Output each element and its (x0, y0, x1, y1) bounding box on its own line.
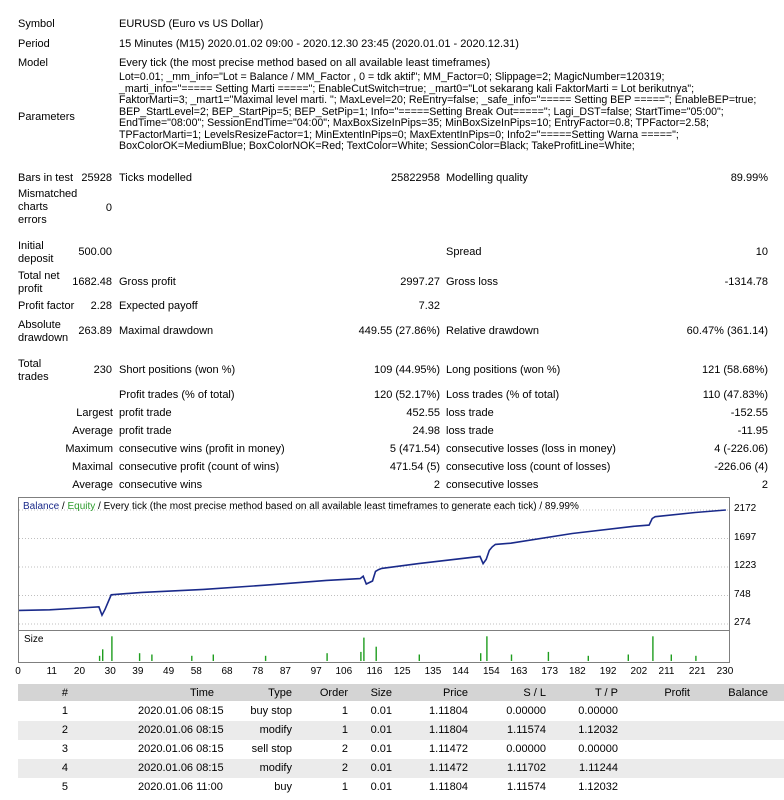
ticks-label: Ticks modelled (119, 172, 192, 184)
cell-order: 1 (341, 781, 348, 793)
grossprofit-value: 2997.27 (400, 276, 440, 288)
cell-price: 1.11804 (429, 705, 468, 717)
max-cons-profit-value: 471.54 (5) (389, 461, 440, 473)
chart-caption (23, 501, 579, 512)
short-value: 109 (44.95%) (373, 364, 440, 376)
cell-price: 1.11472 (429, 762, 468, 774)
long-label: Long positions (won %) (446, 364, 561, 376)
bars-value: 25928 (81, 172, 112, 184)
reldd-value: 60.47% (361.14) (686, 325, 768, 337)
max-cons-losses-value: 4 (-226.06) (714, 443, 768, 455)
caption-rest: / Every tick (the most precise method based on all available least timeframes to generate each tick) / 89.99% (95, 501, 579, 512)
size-bar (588, 656, 589, 661)
x-tick-label: 97 (310, 666, 322, 677)
cell-sl: 1.11702 (507, 762, 546, 774)
table-row[interactable] (18, 740, 784, 759)
x-tick-label: 78 (252, 666, 264, 677)
cell-price: 1.11472 (429, 743, 468, 755)
max-cons-loss-label: consecutive loss (count of losses) (446, 461, 611, 473)
y-tick-label: 2172 (734, 503, 757, 514)
col-tp: T / P (594, 687, 618, 699)
size-bar (652, 636, 653, 661)
mismatched-label: Mismatched charts errors (18, 188, 78, 226)
cell-time: 2020.01.06 08:15 (138, 705, 224, 717)
x-tick-label: 173 (541, 666, 559, 677)
x-tick-label: 116 (366, 666, 383, 677)
size-bar (363, 638, 364, 661)
cell-tp: 1.12032 (578, 724, 618, 736)
period-value: 15 Minutes (M15) 2020.01.02 09:00 - 2020.12.30 23:45 (2020.01.01 - 2020.12.31) (119, 38, 519, 50)
cell-num: 2 (61, 724, 68, 736)
avg-cons-losses-value: 2 (761, 479, 768, 491)
mismatched-value: 0 (105, 202, 112, 214)
spread-value: 10 (755, 246, 768, 258)
cell-num: 3 (61, 743, 68, 755)
trades-value: 230 (93, 364, 112, 376)
table-row[interactable] (18, 721, 784, 740)
x-tick-label: 30 (104, 666, 116, 677)
x-tick-label: 144 (452, 666, 469, 677)
col-sl: S / L (523, 687, 546, 699)
cell-num: 5 (61, 781, 68, 793)
table-row[interactable] (18, 759, 784, 778)
maximum-label: Maximum (65, 443, 113, 455)
trades-label: Total trades (18, 358, 49, 383)
x-tick-label: 230 (716, 666, 734, 677)
cell-type: modify (259, 762, 292, 774)
size-bar (671, 655, 672, 662)
losstrades-label: Loss trades (% of total) (446, 389, 560, 401)
maxdd-value: 449.55 (27.86%) (358, 325, 440, 337)
col-price: Price (442, 687, 468, 699)
ticks-value: 25822958 (391, 172, 440, 184)
bars-label: Bars in test (18, 172, 74, 184)
x-tick-label: 58 (190, 666, 202, 677)
period-label: Period (18, 38, 50, 50)
col-num: # (61, 687, 68, 699)
average-label: Average (72, 425, 113, 437)
size-bar (511, 655, 512, 662)
col-size: Size (370, 687, 392, 699)
grossloss-value: -1314.78 (724, 276, 768, 288)
x-tick-label: 125 (393, 666, 411, 677)
cell-order: 2 (341, 743, 348, 755)
cell-type: modify (259, 724, 292, 736)
model-value: Every tick (the most precise method based on all available least timeframes) (119, 57, 491, 69)
cell-order: 2 (341, 762, 348, 774)
symbol-value: EURUSD (Euro vs US Dollar) (119, 18, 264, 30)
caption-sep: / (59, 501, 68, 512)
size-bar (360, 652, 361, 661)
x-tick-label: 49 (163, 666, 175, 677)
size-bar (99, 656, 100, 661)
cell-type: buy (274, 781, 292, 793)
size-bar (102, 649, 103, 661)
x-tick-label: 154 (482, 666, 500, 677)
x-tick-label: 106 (335, 666, 353, 677)
y-tick-label: 1697 (734, 531, 757, 543)
size-svg (19, 631, 729, 662)
spread-label: Spread (446, 246, 482, 258)
cell-time: 2020.01.06 08:15 (138, 762, 224, 774)
cell-num: 4 (61, 762, 68, 774)
grossloss-label: Gross loss (446, 276, 498, 288)
largest-profit-label: profit trade (119, 407, 172, 419)
x-tick-label: 202 (630, 666, 648, 677)
balance-svg (19, 498, 729, 630)
parameters-value: Lot=0.01; _mm_info="Lot = Balance / MM_Factor , 0 = tdk aktif"; MM_Factor=0; Slippage=2; MagicNumber=120319; _marti_info="===== Setting Marti ====="; EnableCutSwitch=true; _mart0="Lot sekarang kali FaktorMarti = Lot berikutnya"; FaktorMarti=3; _mart1="Maximal level marti. "; MaxLevel=20; ReEntry=false; _safe_info="===== Setting BEP ====="; EnableBEP=true; BEP_StartLevel=2; BEP_StartPip=5; BEP_SetPip=1; Info="=====Setting Break Out====="; Lagi_DST=false; StartTime="05:00"; EndTime="08:00"; SessionEndTime="04:00"; MaxBoxSizeInPips=35; MinBoxSizeInPips=10; EntryFactor=0.8; TPFactor=2.58; TPFactorMarti=1; LevelsResizeFactor=1; MinExtentInPips=0; MaxExtentInPips=0; Info2="=====Setting Warna ====="; BoxColorOK=MediumBlue; BoxColorNOK=Red; TextColor=White; SessionColor=Black; TakeProfitLine=White; (119, 71, 757, 152)
cell-order: 1 (341, 705, 348, 717)
col-type: Type (268, 687, 292, 699)
x-tick-label: 39 (132, 666, 144, 677)
cell-size: 0.01 (370, 724, 392, 736)
x-tick-label: 68 (221, 666, 233, 677)
cell-sl: 0.00000 (506, 743, 546, 755)
cell-tp: 0.00000 (578, 743, 618, 755)
average-loss-value: -11.95 (737, 425, 768, 437)
payoff-label: Expected payoff (119, 300, 198, 312)
size-bar (191, 656, 192, 661)
max-cons-wins-value: 5 (471.54) (389, 443, 440, 455)
cell-sl: 1.11574 (507, 724, 546, 736)
cell-time: 2020.01.06 11:00 (138, 781, 223, 793)
cell-tp: 1.11244 (579, 762, 618, 774)
quality-value: 89.99% (730, 172, 768, 184)
largest-profit-value: 452.55 (406, 407, 440, 419)
cell-tp: 0.00000 (578, 705, 618, 717)
quality-label: Modelling quality (446, 172, 528, 184)
netprofit-value: 1682.48 (72, 276, 112, 288)
short-label: Short positions (won %) (119, 364, 236, 376)
grossprofit-label: Gross profit (119, 276, 176, 288)
cell-size: 0.01 (370, 762, 392, 774)
deposit-label: Initial deposit (18, 240, 54, 265)
cell-sl: 1.11574 (507, 781, 546, 793)
table-row[interactable] (18, 778, 784, 797)
x-tick-label: 0 (15, 666, 21, 677)
cell-size: 0.01 (370, 781, 392, 793)
y-tick-label: 274 (734, 617, 751, 628)
size-bar (151, 655, 152, 662)
size-bar (326, 653, 327, 661)
table-row[interactable] (18, 702, 784, 721)
y-tick-label: 748 (734, 588, 751, 600)
cell-type: sell stop (251, 743, 292, 755)
average2-label: Average (72, 479, 113, 491)
x-tick-label: 87 (279, 666, 291, 677)
size-bar (376, 647, 377, 661)
cell-time: 2020.01.06 08:15 (138, 724, 224, 736)
max-cons-losses-label: consecutive losses (loss in money) (446, 443, 616, 455)
y-tick-label: 1223 (734, 560, 757, 571)
average-profit-value: 24.98 (412, 425, 440, 437)
x-tick-label: 135 (424, 666, 442, 677)
cell-time: 2020.01.06 08:15 (138, 743, 224, 755)
symbol-label: Symbol (18, 18, 55, 30)
losstrades-value: 110 (47.83%) (702, 389, 768, 401)
pf-value: 2.28 (90, 300, 112, 312)
col-balance: Balance (728, 687, 768, 699)
largest-loss-label: loss trade (446, 407, 494, 419)
cell-size: 0.01 (370, 705, 392, 717)
cell-price: 1.11804 (429, 781, 468, 793)
x-tick-label: 211 (658, 666, 675, 677)
payoff-value: 7.32 (418, 300, 440, 312)
table-header (18, 684, 784, 701)
size-bar (486, 636, 487, 661)
size-bar (480, 653, 481, 661)
size-bar (548, 652, 549, 661)
cell-price: 1.11804 (429, 724, 468, 736)
x-tick-label: 192 (599, 666, 617, 677)
maxdd-label: Maximal drawdown (119, 325, 214, 337)
col-profit: Profit (664, 687, 690, 699)
size-bar (695, 656, 696, 661)
caption-equity: Equity (67, 501, 96, 512)
largest-loss-value: -152.55 (730, 407, 768, 419)
long-value: 121 (58.68%) (701, 364, 768, 376)
x-tick-label: 221 (688, 666, 706, 677)
balance-line (19, 510, 726, 615)
average-profit-label: profit trade (119, 425, 172, 437)
balance-chart (15, 497, 782, 683)
reldd-label: Relative drawdown (446, 325, 539, 337)
average-loss-label: loss trade (446, 425, 494, 437)
absdd-value: 263.89 (78, 325, 112, 337)
size-bar (213, 655, 214, 662)
size-bar (419, 655, 420, 662)
maximal-label: Maximal (72, 461, 113, 473)
size-bar (628, 655, 629, 662)
x-tick-label: 20 (73, 666, 86, 677)
parameters-label: Parameters (18, 111, 75, 123)
avg-cons-losses-label: consecutive losses (446, 479, 539, 491)
x-tick-label: 11 (46, 666, 57, 677)
max-cons-wins-label: consecutive wins (profit in money) (119, 443, 285, 455)
x-tick-label: 182 (569, 666, 586, 677)
caption-balance: Balance (23, 501, 60, 512)
absdd-label: Absolute drawdown (18, 319, 69, 344)
pf-label: Profit factor (18, 300, 75, 312)
col-time: Time (189, 687, 214, 699)
max-cons-profit-label: consecutive profit (count of wins) (119, 461, 280, 473)
model-label: Model (18, 57, 48, 69)
size-label: Size (24, 634, 44, 645)
cell-num: 1 (61, 705, 68, 717)
size-bar (139, 653, 140, 661)
avg-cons-wins-value: 2 (433, 479, 440, 491)
cell-type: buy stop (250, 705, 292, 717)
cell-tp: 1.12032 (578, 781, 618, 793)
size-bar (111, 636, 112, 661)
cell-order: 1 (341, 724, 348, 736)
x-tick-label: 163 (510, 666, 528, 677)
cell-sl: 0.00000 (506, 705, 546, 717)
balance-plot-area (18, 497, 730, 631)
profittrades-label: Profit trades (% of total) (119, 389, 235, 401)
max-cons-loss-value: -226.06 (4) (714, 461, 768, 473)
largest-label: Largest (76, 407, 113, 419)
deposit-value: 500.00 (78, 246, 112, 258)
col-order: Order (319, 687, 348, 699)
size-plot-area (18, 631, 730, 663)
size-bar (265, 656, 266, 661)
avg-cons-wins-label: consecutive wins (119, 479, 203, 491)
cell-size: 0.01 (370, 743, 392, 755)
netprofit-label: Total net profit (18, 270, 60, 295)
profittrades-value: 120 (52.17%) (373, 389, 440, 401)
